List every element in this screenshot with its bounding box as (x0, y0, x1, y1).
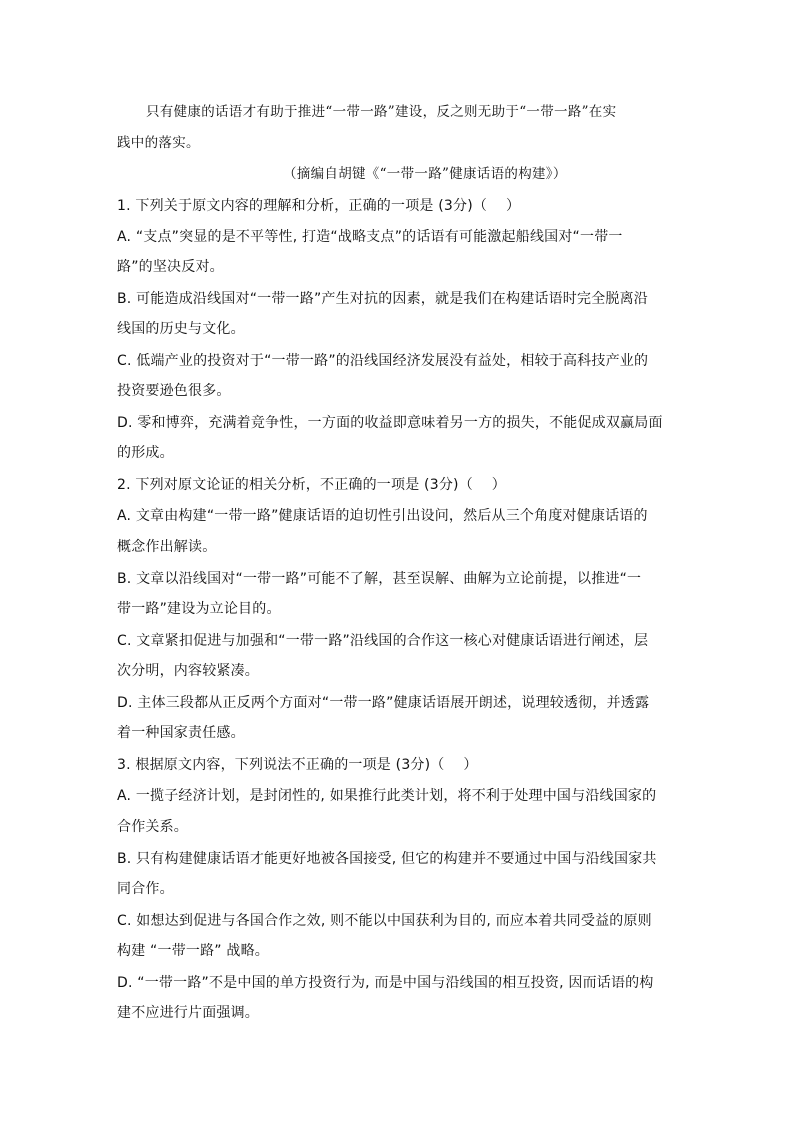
question-1-option-d-line-2: 的形成。 (117, 445, 174, 461)
question-3-stem: 3. 根据原文内容，下列说法不正确的一项是 (3分)（ ） (117, 757, 478, 773)
question-3-option-d-line-2: 建不应进行片面强调。 (117, 1005, 259, 1021)
question-3-option-c-line-2: 构建 “一带一路” 战略。 (117, 943, 270, 959)
question-1-option-d-line-1: D. 零和博弈，充满着竞争性，一方面的收益即意味着另一方的损失，不能促成双赢局面 (117, 415, 663, 431)
question-3-option-a-line-1: A. 一揽子经济计划，是封闭性的, 如果推行此类计划，将不利于处理中国与沿线国家的 (117, 788, 657, 804)
question-1-option-b-line-2: 线国的历史与文化。 (117, 321, 245, 337)
question-1-option-a-line-2: 路”的坚决反对。 (117, 259, 224, 275)
question-1-option-a-line-1: A. “支点”突显的是不平等性, 打造“战略支点”的话语有可能激起船线国对“一带一 (117, 229, 623, 245)
question-2-stem: 2. 下列对原文论证的相关分析，不正确的一项是 (3分)（ ） (117, 477, 506, 493)
question-3-option-d-line-1: D. “一带一路”不是中国的单方投资行为, 而是中国与沿线国的相互投资, 因而话语的构 (117, 975, 654, 991)
question-2-option-c-line-2: 次分明，内容较紧凑。 (117, 663, 259, 679)
question-1-option-c-line-1: C. 低端产业的投资对于“一带一路”的沿线国经济发展没有益处，相较于高科技产业的 (117, 353, 649, 369)
question-1-option-b-line-1: B. 可能造成沿线国对“一带一路”产生对抗的因素，就是我们在构建话语时完全脱离沿 (117, 291, 649, 307)
question-3-option-b-line-1: B. 只有构建健康话语才能更好地被各国接受, 但它的构建并不要通过中国与沿线国家共 (117, 851, 657, 867)
question-2-option-a-line-1: A. 文章由构建“一带一路”健康话语的迫切性引出设问，然后从三个角度对健康话语的 (117, 508, 648, 524)
question-3-option-b-line-2: 同合作。 (117, 881, 174, 897)
passage-source: （摘编自胡键《“一带一路”健康话语的构建》） (283, 166, 567, 182)
question-2-option-b-line-2: 带一路”建设为立论目的。 (117, 601, 281, 617)
passage-line-2: 践中的落实。 (117, 135, 200, 151)
question-2-option-d-line-1: D. 主体三段都从正反两个方面对“一带一路”健康话语展开朗述，说理较透彻，并透露 (117, 695, 650, 711)
passage-line-1: 只有健康的话语才有助于推进“一带一路”建设，反之则无助于“一带一路”在实 (146, 104, 617, 120)
question-3-option-a-line-2: 合作关系。 (117, 819, 188, 835)
question-2-option-b-line-1: B. 文章以沿线国对“一带一路”可能不了解，甚至误解、曲解为立论前提，以推进“一 (117, 571, 642, 587)
question-2-option-d-line-2: 着一种国家责任感。 (117, 725, 245, 741)
question-1-stem: 1. 下列关于原文内容的理解和分析，正确的一项是 (3分)（ ） (117, 198, 521, 214)
question-3-option-c-line-1: C. 如想达到促进与各国合作之效, 则不能以中国获利为目的, 而应本着共同受益的原则 (117, 913, 652, 929)
question-2-option-c-line-1: C. 文章紧扣促进与加强和“一带一路”沿线国的合作这一核心对健康话语进行阐述，层 (117, 633, 649, 649)
question-1-option-c-line-2: 投资要逊色很多。 (117, 383, 231, 399)
question-2-option-a-line-2: 概念作出解读。 (117, 539, 217, 555)
